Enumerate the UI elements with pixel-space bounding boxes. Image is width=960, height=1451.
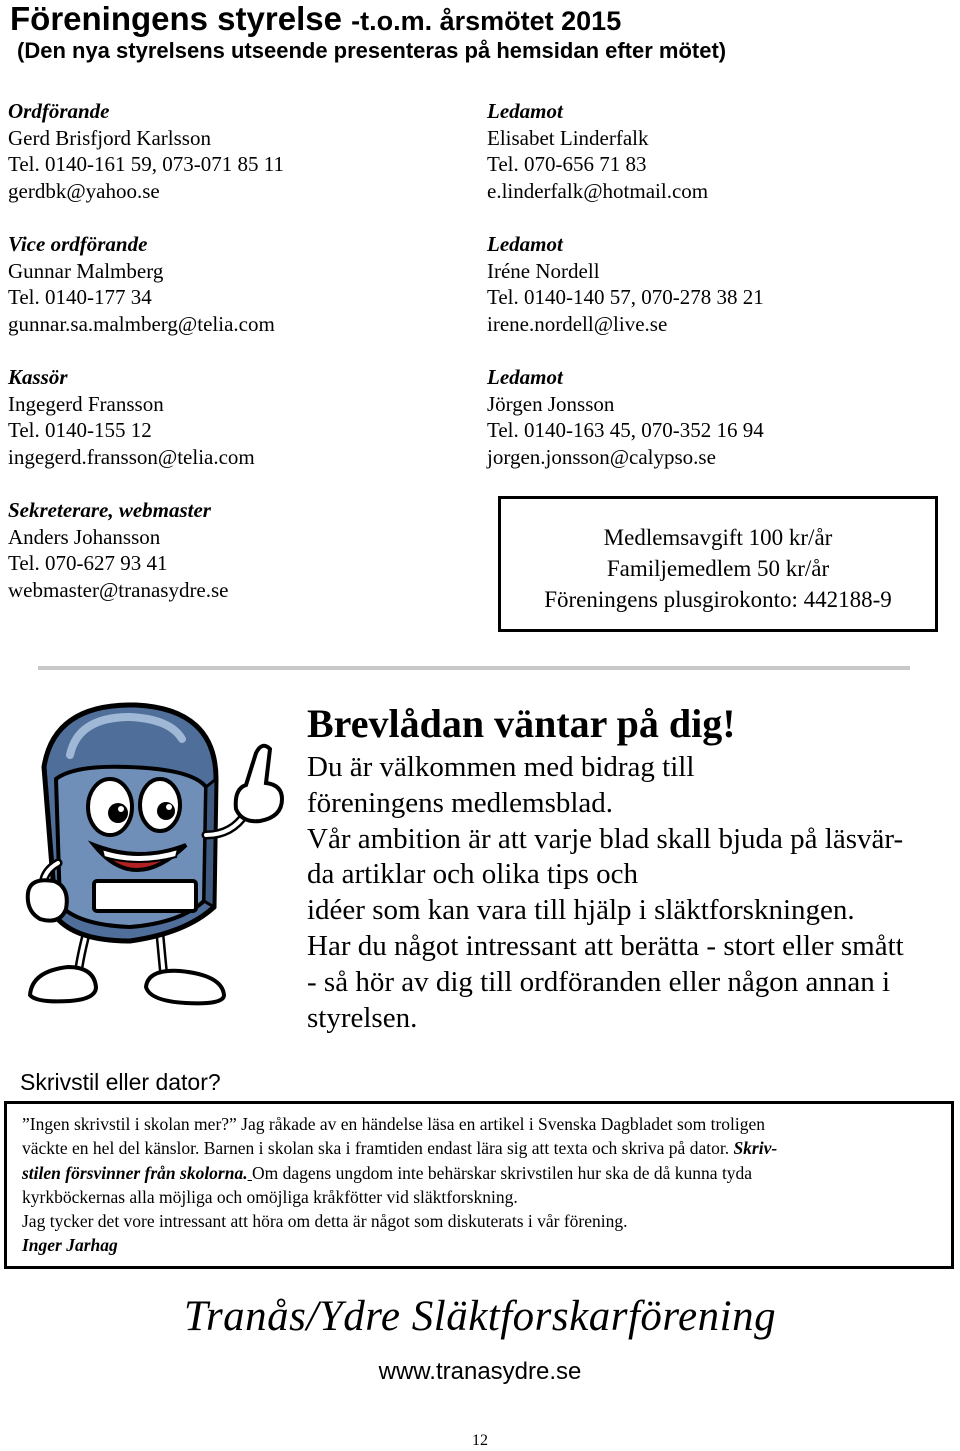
fee-line-member: Medlemsavgift 100 kr/år [603, 525, 833, 550]
text-line: Vår ambition är att varje blad skall bjuda på läsvär- [307, 822, 904, 855]
member-email[interactable]: webmaster@tranasydre.se [8, 577, 229, 602]
text-run: Om dagens ungdom inte behärskar skrivstilen hur ska de då kunna tyda [251, 1162, 753, 1183]
page-title-suffix: -t.o.m. årsmötet 2015 [351, 6, 622, 36]
membership-fee-box [498, 496, 938, 632]
member-name: Jörgen Jonsson [487, 391, 615, 416]
text-run-bold-italic: Skriv- [733, 1138, 778, 1159]
member-email[interactable]: irene.nordell@live.se [487, 311, 668, 336]
website-link[interactable]: www.tranasydre.se [378, 1358, 582, 1385]
mailbox-heading: Brevlådan väntar på dig! [307, 701, 736, 746]
text-line: - så hör av dig till ordföranden eller någon annan i [307, 965, 891, 998]
member-name: Gerd Brisfjord Karlsson [8, 125, 211, 150]
member-name: Elisabet Linderfalk [487, 125, 649, 150]
member-phone: Tel. 0140-161 59, 073-071 85 11 [8, 152, 284, 177]
article-heading: Skrivstil eller dator? [20, 1069, 221, 1095]
page-title-main: Föreningens styrelse [10, 0, 342, 37]
member-phone: Tel. 070-627 93 41 [8, 551, 168, 576]
board-member-treasurer [8, 364, 255, 470]
board-member-vice-chair [8, 231, 275, 337]
member-phone: Tel. 0140-140 57, 070-278 38 21 [487, 285, 764, 310]
board-member-ledamot-2 [487, 231, 764, 337]
text-run: väckte en hel del känslor. Barnen i skolan ska i framtiden endast lära sig att texta och skriva på dator. [22, 1138, 734, 1159]
text-line: föreningens medlemsblad. [307, 786, 614, 819]
organization-name: Tranås/Ydre Släktforskarförening [183, 1293, 777, 1340]
text-line: Du är välkommen med bidrag till [307, 751, 695, 783]
member-phone: Tel. 0140-177 34 [8, 285, 152, 310]
text-line: idéer som kan vara till hjälp i släktforskningen. [307, 894, 855, 927]
member-email[interactable]: ingegerd.fransson@telia.com [8, 444, 255, 469]
text-line: styrelsen. [307, 1001, 418, 1034]
member-phone: Tel. 0140-155 12 [8, 418, 152, 443]
page-subtitle: (Den nya styrelsens utseende presenteras på hemsidan efter mötet) [17, 38, 727, 63]
text-line: Har du något intressant att berätta - stort eller smått [307, 929, 904, 962]
member-role: Ledamot [487, 365, 563, 389]
member-name: Gunnar Malmberg [8, 258, 164, 283]
text-run-bold-italic: stilen försvinner från skolorna. [22, 1162, 248, 1183]
page-title [10, 0, 621, 38]
board-member-secretary [8, 497, 229, 603]
member-name: Ingegerd Fransson [8, 391, 164, 416]
text-line: Jag tycker det vore intressant att höra om detta är något som diskuterats i vår förening. [22, 1211, 628, 1232]
member-email[interactable]: jorgen.jonsson@calypso.se [487, 444, 716, 469]
text-line: kyrkböckernas alla möjliga och omöjliga kråkfötter vid släktforskning. [22, 1186, 518, 1207]
member-phone: Tel. 070-656 71 83 [487, 152, 647, 177]
text-line: ”Ingen skrivstil i skolan mer?” Jag råkade av en händelse läsa en artikel i Svenska Dagbladet som troligen [22, 1114, 766, 1134]
section-divider [38, 666, 910, 670]
board-member-ledamot-1 [487, 98, 708, 204]
member-role: Sekreterare, webmaster [8, 498, 211, 522]
mailbox-mascot-illustration [10, 695, 292, 1013]
member-email[interactable]: gerdbk@yahoo.se [8, 178, 160, 203]
board-member-ledamot-3 [487, 364, 764, 470]
article-author: Inger Jarhag [22, 1235, 118, 1256]
board-member-chair [8, 98, 284, 204]
member-role: Kassör [8, 365, 68, 389]
member-role: Vice ordförande [8, 232, 148, 256]
member-role: Ledamot [487, 99, 563, 123]
member-name: Iréne Nordell [487, 258, 600, 283]
page-number: 12 [472, 1432, 488, 1449]
member-email[interactable]: gunnar.sa.malmberg@telia.com [8, 311, 275, 336]
member-email[interactable]: e.linderfalk@hotmail.com [487, 178, 709, 203]
member-phone: Tel. 0140-163 45, 070-352 16 94 [487, 418, 764, 443]
fee-line-family: Familjemedlem 50 kr/år [606, 556, 830, 581]
text-line [22, 1136, 951, 1160]
member-role: Ordförande [8, 99, 110, 123]
mailbox-body-text [307, 750, 904, 1036]
member-role: Ledamot [487, 232, 563, 256]
article-box [4, 1101, 954, 1269]
member-name: Anders Johansson [8, 524, 161, 549]
fee-line-plusgiro: Föreningens plusgirokonto: 442188-9 [544, 587, 892, 612]
text-line: da artiklar och olika tips och [307, 858, 638, 891]
text-line [22, 1161, 951, 1185]
